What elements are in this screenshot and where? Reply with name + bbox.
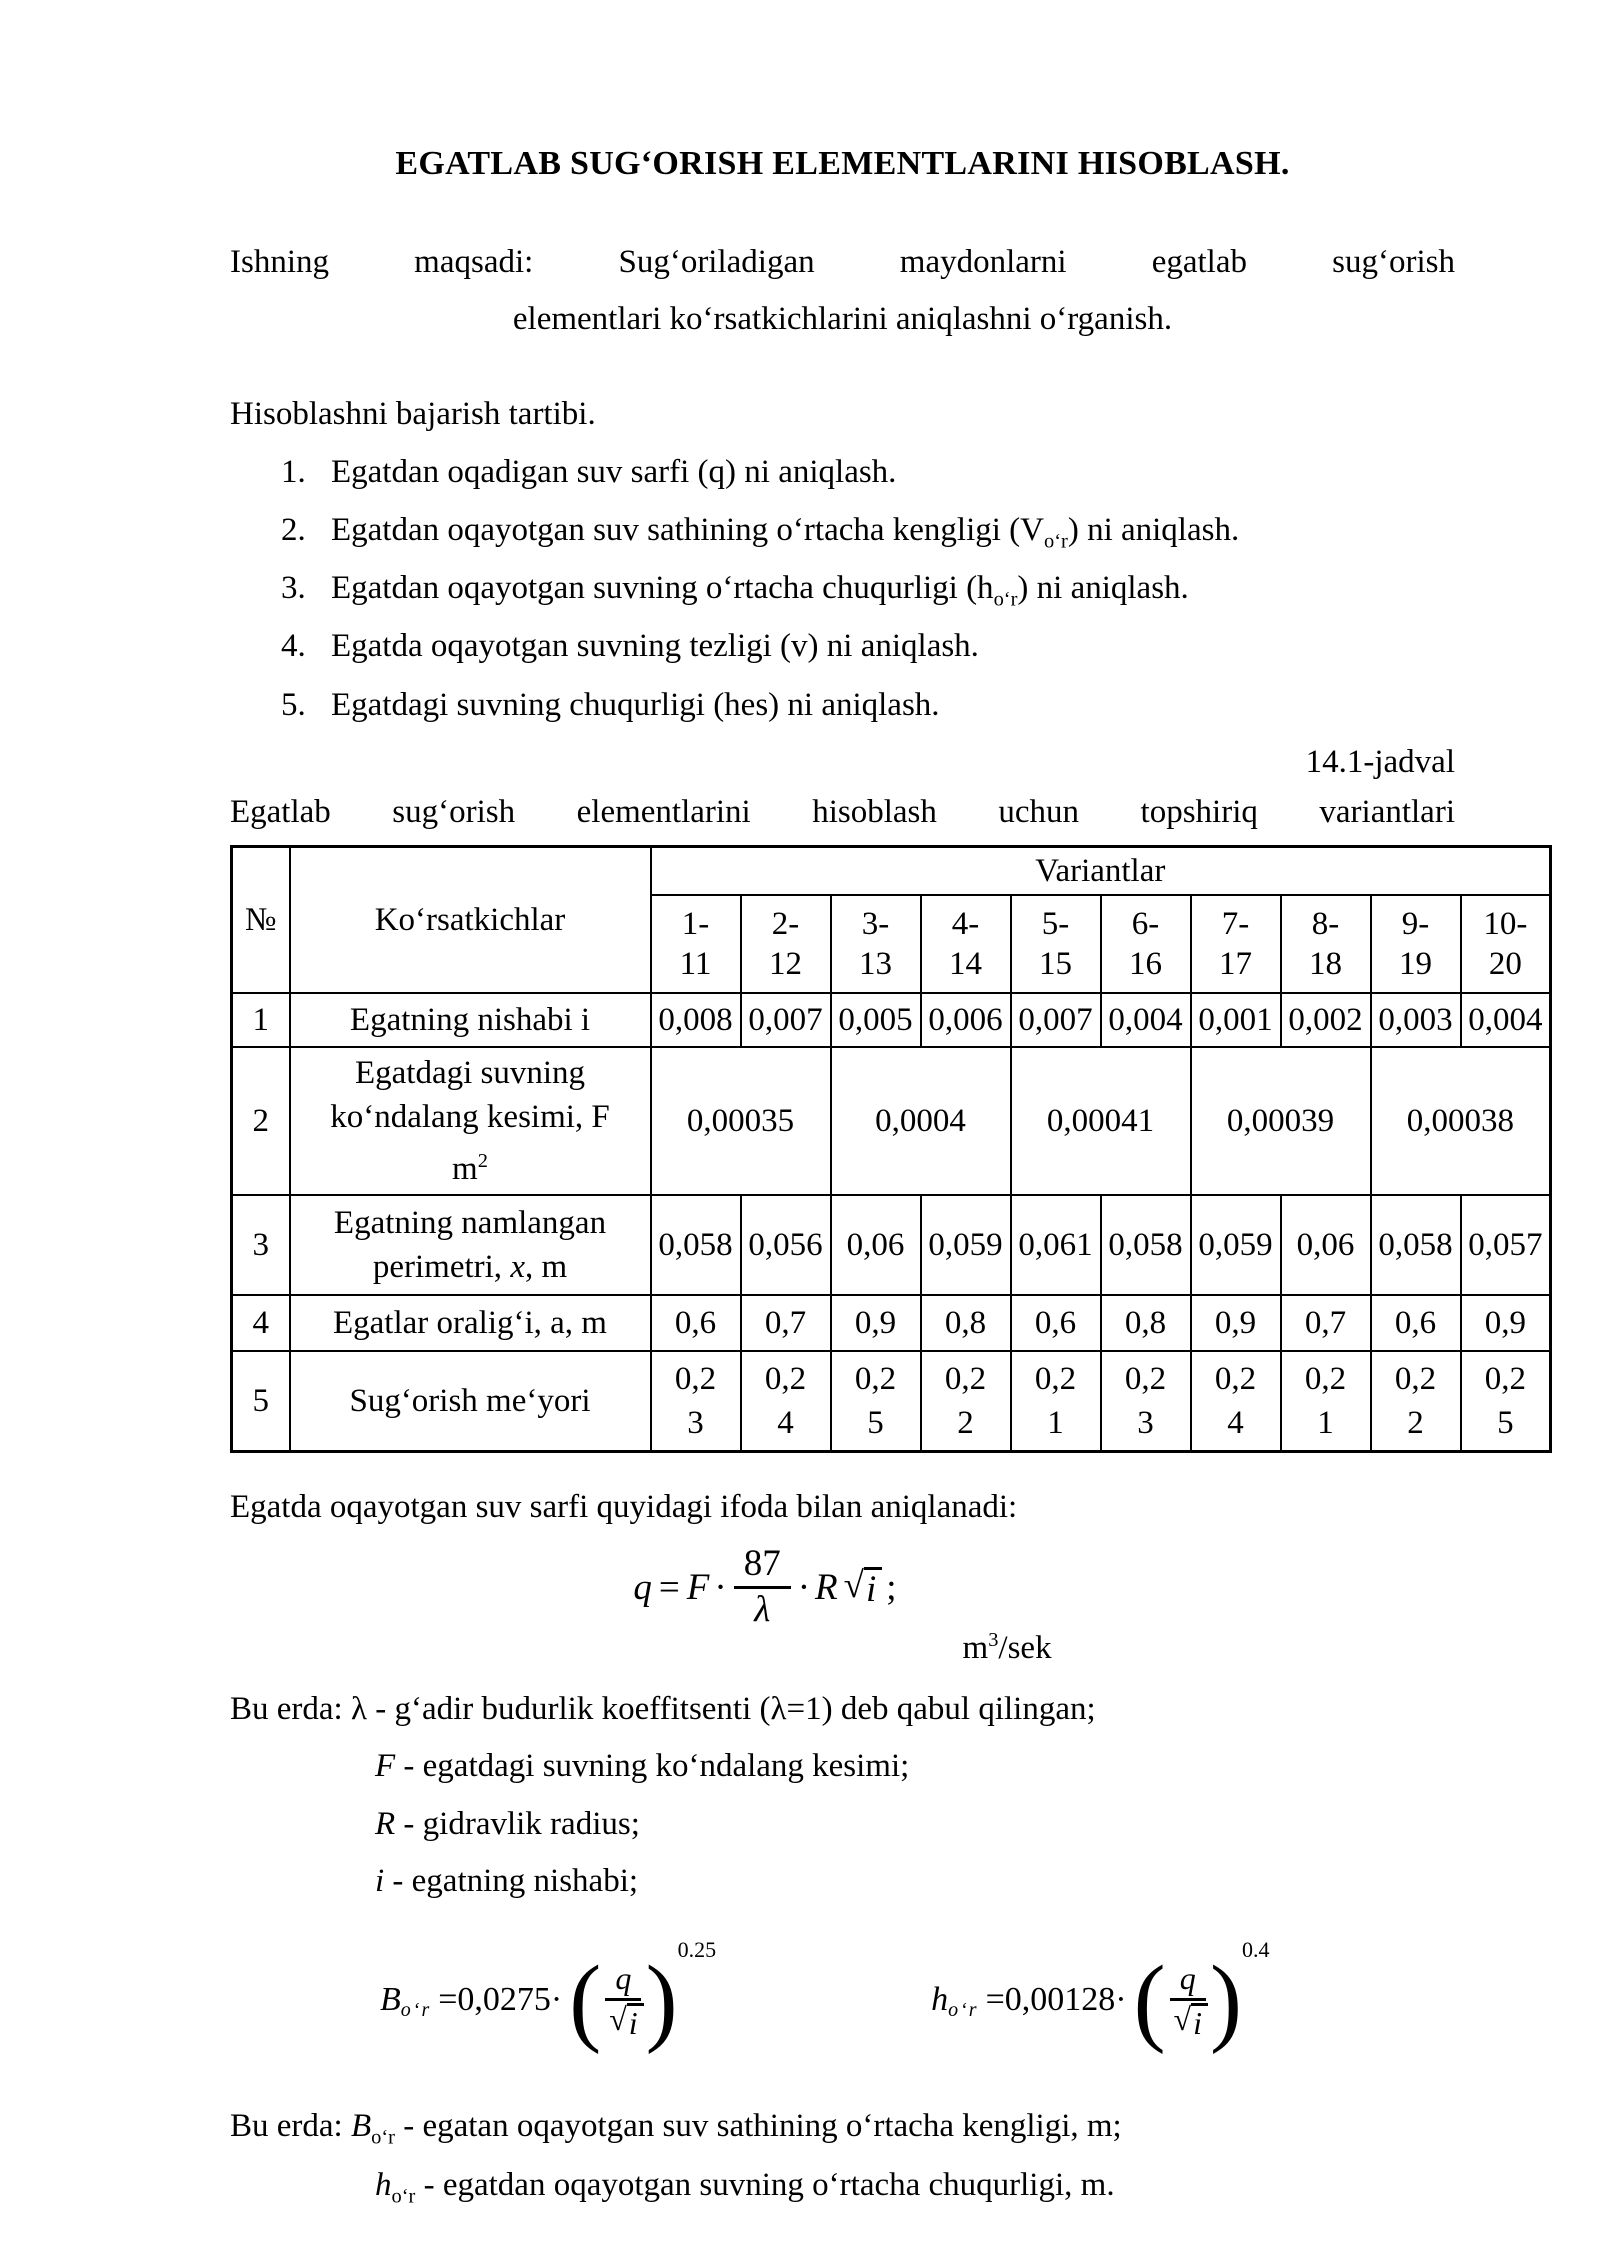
value-top: 0,2 (1394, 1361, 1437, 1398)
value-cell: 0,00038 (1371, 1047, 1551, 1195)
B-exponent: 0.25 (677, 1937, 717, 1963)
h-symbol: h (375, 2166, 392, 2203)
row-label (290, 1195, 651, 1295)
row-label-post: , m (524, 1249, 568, 1286)
variant-col-header (1371, 895, 1461, 993)
semicolon: ; (886, 1566, 897, 1608)
where-F-line (375, 1738, 1455, 1795)
value-cell: 0,058 (1101, 1195, 1191, 1295)
value-cell (1461, 1351, 1551, 1452)
fraction-numerator: q (605, 1962, 641, 2001)
row-number: 4 (232, 1295, 290, 1351)
value-bottom: 5 (1497, 1405, 1514, 1442)
value-cell: 0,006 (921, 993, 1011, 1047)
value-cell: 0,059 (1191, 1195, 1281, 1295)
fraction-numerator: 87 (734, 1545, 791, 1589)
value-cell (1011, 1351, 1101, 1452)
value-cell: 0,004 (1101, 993, 1191, 1047)
value-cell: 0,06 (1281, 1195, 1371, 1295)
variant-col-bottom: 13 (859, 946, 892, 983)
square-root (609, 2000, 643, 2041)
where-R-line (375, 1796, 1455, 1853)
table-row (232, 1351, 1551, 1452)
table-number-label: 14.1-jadval (1305, 743, 1455, 780)
R-symbol: R (815, 1566, 838, 1608)
table-row (232, 993, 1551, 1047)
unit-per-sec: /sek (998, 1629, 1052, 1666)
fraction-denominator (603, 2001, 643, 2039)
fraction-87-lambda (734, 1542, 791, 1630)
value-top: 0,2 (1304, 1361, 1347, 1398)
value-bottom: 3 (687, 1405, 704, 1442)
step-text-post: ) ni aniqlash. (1017, 570, 1189, 607)
q-symbol: q (633, 1566, 652, 1608)
row-label-line: Egatdagi suvning (354, 1055, 586, 1092)
where-i-line (375, 1853, 1455, 1910)
value-top: 0,2 (1034, 1361, 1077, 1398)
variant-col-top: 2- (771, 906, 800, 943)
row-label: Sugʻorish meʻyori (290, 1351, 651, 1452)
radical-argument: i (864, 1567, 882, 1608)
fraction-denominator: λ (754, 1588, 771, 1630)
variant-col-header (921, 895, 1011, 993)
step-number: 5. (281, 686, 306, 723)
square-root (1173, 2000, 1208, 2041)
fraction-numerator: q (1170, 1962, 1206, 2001)
step-number: 1. (281, 453, 306, 490)
step-text-main: Egatdan oqadigan suv sarfi (q) ni aniqlash. (331, 453, 897, 490)
value-bottom: 1 (1317, 1405, 1334, 1442)
table-row (232, 1047, 1551, 1195)
value-cell: 0,007 (1011, 993, 1101, 1047)
variant-col-bottom: 17 (1219, 946, 1252, 983)
variant-col-top: 6- (1131, 906, 1160, 943)
step-text (331, 618, 1455, 676)
purpose-line-1: Ishning maqsadi: Sugʻoriladigan maydonlarni egatlab sugʻorish (230, 243, 1455, 280)
step-text (331, 444, 1455, 502)
value-cell: 0,056 (741, 1195, 831, 1295)
variant-col-top: 10- (1483, 906, 1528, 943)
col-no-header: № (232, 847, 290, 994)
variant-col-top: 3- (861, 906, 890, 943)
step-text (331, 502, 1455, 560)
unit-exponent: 3 (988, 1628, 999, 1651)
h-exponent: 0.4 (1241, 1937, 1270, 1963)
multiply-dot: · (797, 1566, 811, 1608)
close-paren: ) (645, 1944, 678, 2055)
value-cell: 0,058 (1371, 1195, 1461, 1295)
value-cell: 0,6 (1371, 1295, 1461, 1351)
variant-col-top: 9- (1401, 906, 1430, 943)
i-symbol: i (375, 1862, 385, 1899)
B-symbol: B (380, 1981, 401, 2019)
variant-col-header (1281, 895, 1371, 993)
q-formula-block (230, 1542, 1455, 1667)
value-cell: 0,008 (651, 993, 741, 1047)
step-text-post: ) ni aniqlash. (1067, 511, 1240, 548)
value-bottom: 2 (1407, 1405, 1424, 1442)
value-cell: 0,00035 (651, 1047, 831, 1195)
variant-col-bottom: 19 (1399, 946, 1432, 983)
table-row (232, 1295, 1551, 1351)
value-cell (741, 1351, 831, 1452)
row-label (290, 1047, 651, 1195)
square-root (843, 1564, 883, 1610)
variant-col-header (1191, 895, 1281, 993)
value-cell (1191, 1351, 1281, 1452)
row-number: 5 (232, 1351, 290, 1452)
step-number: 3. (281, 570, 306, 607)
value-cell: 0,8 (921, 1295, 1011, 1351)
radical-argument: i (1191, 2003, 1208, 2039)
radical-sign: √ (609, 2000, 627, 2037)
row-label-line: Egatning namlangan (333, 1205, 607, 1242)
step-text-sub: oʻr (1043, 530, 1068, 553)
unit-m: m (962, 1629, 989, 1666)
value-bottom: 5 (867, 1405, 884, 1442)
purpose-line-2: elementlari koʻrsatkichlarini aniqlashni oʻrganish. (512, 301, 1173, 337)
list-item (230, 560, 1455, 618)
row-label: Egatning nishabi i (290, 993, 651, 1047)
radical-argument: i (627, 2003, 644, 2039)
step-text-sub: oʻr (993, 588, 1018, 611)
row-label: Egatlar oraligʻi, a, m (290, 1295, 651, 1351)
variant-col-header (1101, 895, 1191, 993)
value-cell: 0,003 (1371, 993, 1461, 1047)
row-number: 2 (232, 1047, 290, 1195)
variant-col-header (1461, 895, 1551, 993)
step-text-main: Egatda oqayotgan suvning tezligi (v) ni aniqlash. (331, 628, 979, 665)
variant-col-top: 4- (951, 906, 980, 943)
R-symbol: R (375, 1805, 396, 1842)
multiply-dot: · (714, 1566, 727, 1608)
value-cell: 0,9 (831, 1295, 921, 1351)
value-bottom: 4 (1227, 1405, 1244, 1442)
value-cell: 0,6 (1011, 1295, 1101, 1351)
value-cell: 0,005 (831, 993, 921, 1047)
row-label-line: koʻndalang kesimi, F (330, 1099, 610, 1136)
h-symbol: h (931, 1981, 949, 2019)
value-cell: 0,9 (1461, 1295, 1551, 1351)
row-label-var: x (510, 1249, 525, 1286)
value-cell: 0,06 (831, 1195, 921, 1295)
row-label-sup: 2 (477, 1150, 488, 1173)
where-h-line (375, 2157, 1455, 2215)
row-label-unit: m (452, 1151, 478, 1188)
value-cell: 0,001 (1191, 993, 1281, 1047)
value-bottom: 2 (957, 1405, 974, 1442)
step-text-main: Egatdan oqayotgan suv sathining oʻrtacha kengligi (V (331, 511, 1044, 548)
row-label-line (295, 1245, 646, 1289)
value-top: 0,2 (1214, 1361, 1257, 1398)
value-bottom: 1 (1047, 1405, 1064, 1442)
value-cell (1281, 1351, 1371, 1452)
value-cell: 0,7 (1281, 1295, 1371, 1351)
row-number: 1 (232, 993, 290, 1047)
col-indicators-header: Koʻrsatkichlar (290, 847, 651, 994)
where-F-text: - egatdagi suvning koʻndalang kesimi; (395, 1748, 910, 1785)
value-cell: 0,0004 (831, 1047, 1011, 1195)
variant-col-bottom: 20 (1488, 946, 1522, 983)
variant-col-bottom: 16 (1129, 946, 1162, 983)
variant-col-header (1011, 895, 1101, 993)
F-symbol: F (686, 1566, 710, 1608)
value-top: 0,2 (1484, 1361, 1526, 1398)
list-item (230, 502, 1455, 560)
formula-B (380, 1937, 717, 2055)
h-subscript: oʻr (391, 2185, 416, 2208)
value-cell (831, 1351, 921, 1452)
variant-col-header (741, 895, 831, 993)
value-cell: 0,059 (921, 1195, 1011, 1295)
radical-sign: √ (843, 1564, 864, 1606)
variant-col-bottom: 18 (1309, 946, 1342, 983)
value-cell: 0,7 (741, 1295, 831, 1351)
row-label-pre: perimetri, (372, 1249, 511, 1286)
equals-sign: = (658, 1566, 680, 1608)
step-number: 2. (281, 511, 306, 548)
variant-col-top: 7- (1221, 906, 1250, 943)
fraction-q-sqrt-i (1168, 1962, 1208, 2039)
step-text-main: Egatdagi suvning chuqurligi (hes) ni aniqlash. (331, 686, 940, 723)
value-cell: 0,057 (1461, 1195, 1551, 1295)
value-top: 0,2 (764, 1361, 807, 1398)
variant-col-top: 5- (1041, 906, 1070, 943)
fraction-q-sqrt-i (603, 1962, 643, 2039)
where-B-line (230, 2098, 1455, 2156)
where-i-text: - egatning nishabi; (384, 1862, 639, 1899)
variant-col-top: 1- (681, 906, 710, 943)
variant-col-bottom: 11 (679, 946, 712, 983)
variants-table (230, 845, 1552, 1453)
value-bottom: 4 (777, 1405, 794, 1442)
B-subscript: oʻr (371, 2126, 395, 2149)
variant-col-top: 8- (1311, 906, 1340, 943)
value-cell: 0,9 (1191, 1295, 1281, 1351)
B-coefficient: =0,0275· (438, 1981, 563, 2019)
open-paren: ( (1133, 1944, 1166, 2055)
formula-intro-text: Egatda oqayotgan suv sarfi quyidagi ifoda bilan aniqlanadi: (230, 1489, 1018, 1526)
formula-h (931, 1937, 1270, 2055)
B-subscript: oʻr (400, 1998, 432, 2021)
where-lambda-line: Bu erda: λ - gʻadir budurlik koeffitsenti (λ=1) deb qabul qilingan; (230, 1690, 1096, 1727)
fraction-denominator (1168, 2001, 1208, 2039)
h-subscript: oʻr (948, 1998, 979, 2021)
value-cell: 0,061 (1011, 1195, 1101, 1295)
value-cell: 0,058 (651, 1195, 741, 1295)
value-cell: 0,00039 (1191, 1047, 1371, 1195)
procedure-steps-list (230, 444, 1455, 735)
value-top: 0,2 (674, 1361, 717, 1398)
value-cell (1371, 1351, 1461, 1452)
row-number: 3 (232, 1195, 290, 1295)
where-B-text: - egatan oqayotgan suv sathining oʻrtacha kengligi, m; (394, 2108, 1122, 2145)
step-text (331, 560, 1455, 618)
radical-sign: √ (1173, 2000, 1192, 2037)
step-text (331, 677, 1455, 735)
F-symbol: F (375, 1748, 396, 1785)
value-bottom: 3 (1137, 1405, 1154, 1442)
variant-col-bottom: 14 (949, 946, 982, 983)
value-top: 0,2 (944, 1361, 987, 1398)
value-top: 0,2 (1124, 1361, 1167, 1398)
where-B-prefix: Bu erda: (230, 2108, 351, 2145)
variant-col-bottom: 12 (769, 946, 802, 983)
list-item (230, 677, 1455, 735)
table-row (232, 1195, 1551, 1295)
table-caption: Egatlab sugʻorish elementlarini hisoblash uchun topshiriq variantlari (230, 793, 1455, 830)
purpose-paragraph (230, 234, 1455, 349)
value-cell: 0,6 (651, 1295, 741, 1351)
list-item (230, 444, 1455, 502)
variant-col-bottom: 15 (1039, 946, 1072, 983)
where-R-text: - gidravlik radius; (395, 1805, 640, 1842)
value-cell: 0,00041 (1011, 1047, 1191, 1195)
value-cell: 0,002 (1281, 993, 1371, 1047)
open-paren: ( (569, 1944, 602, 2055)
where-h-text: - egatdan oqayotgan suvning oʻrtacha chuqurligi, m. (415, 2166, 1115, 2203)
B-symbol: B (350, 2108, 372, 2145)
row-label-line (295, 1139, 646, 1191)
step-number: 4. (281, 628, 306, 665)
value-cell: 0,8 (1101, 1295, 1191, 1351)
list-item (230, 618, 1455, 676)
value-cell: 0,004 (1461, 993, 1551, 1047)
bh-formulas-row (230, 1920, 1455, 2080)
close-paren: ) (1210, 1944, 1242, 2055)
value-cell (651, 1351, 741, 1452)
value-top: 0,2 (854, 1361, 897, 1398)
page-title: EGATLAB SUGʻORISH ELEMENTLARINI HISOBLASH. (395, 145, 1290, 182)
procedure-heading: Hisoblashni bajarish tartibi. (230, 396, 596, 433)
h-coefficient: =0,00128· (985, 1981, 1127, 2019)
variants-group-header: Variantlar (651, 847, 1551, 896)
value-cell (921, 1351, 1011, 1452)
variant-col-header (651, 895, 741, 993)
unit-label (963, 1629, 1052, 1667)
q-formula (633, 1542, 897, 1630)
value-cell: 0,007 (741, 993, 831, 1047)
variant-col-header (831, 895, 921, 993)
step-text-main: Egatdan oqayotgan suvning oʻrtacha chuqurligi (h (331, 570, 994, 607)
value-cell (1101, 1351, 1191, 1452)
